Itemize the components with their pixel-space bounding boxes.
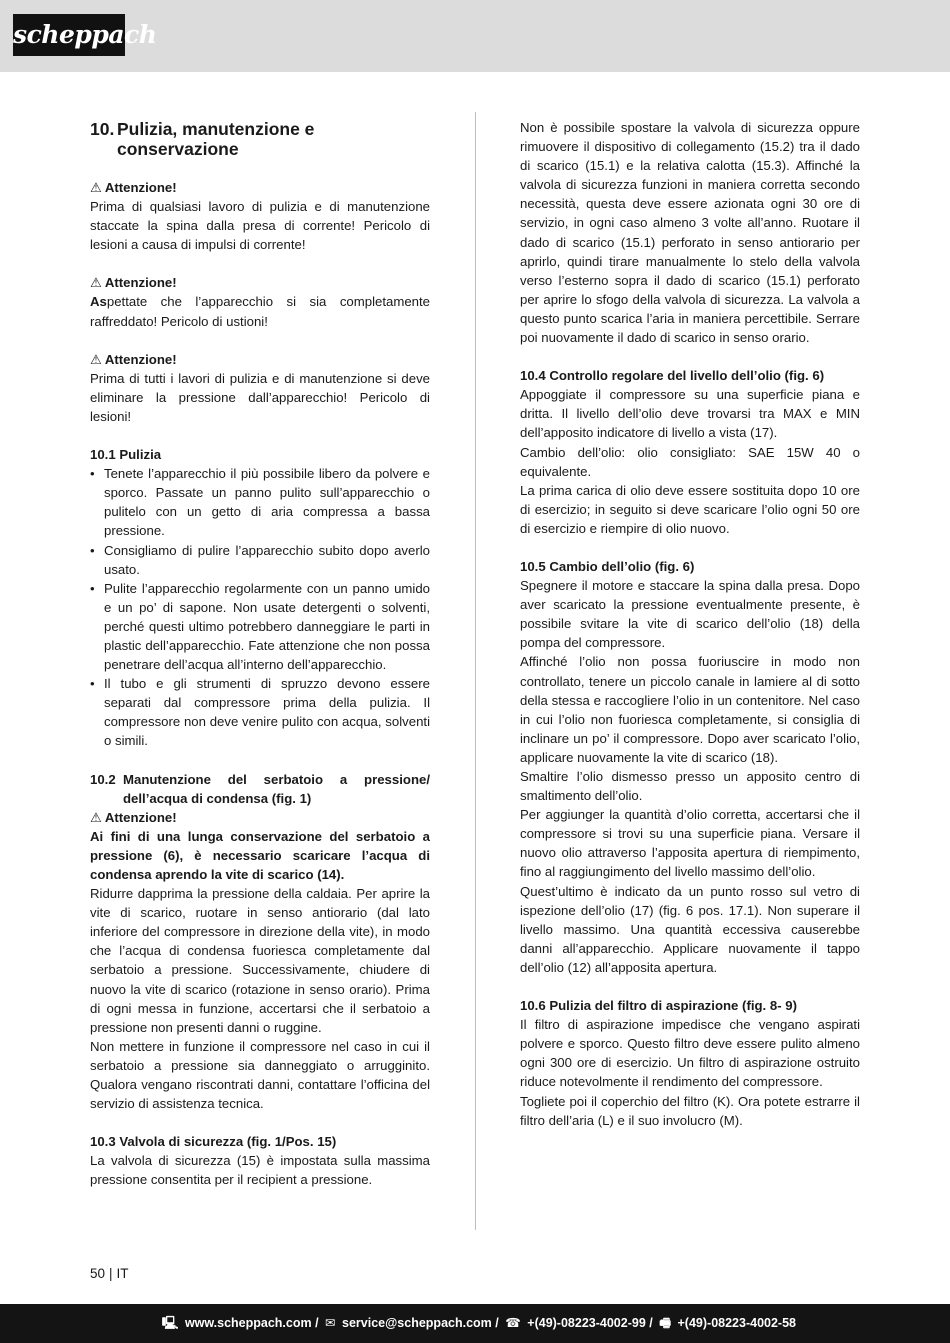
warning-text: Aspettate che l’apparecchio si sia completamente raffreddato! Pericolo di ustioni!	[90, 294, 430, 329]
phone-icon: ☎	[505, 1316, 521, 1330]
paragraph: Affinché l’olio non possa fuoriuscire in modo non controllato, tenere un piccolo canale in lamiere al di sotto della stessa e raccogliere l’olio in un contenitore. Nel caso in cui l’olio non fuoriesca completamente, si consiglia di inclinare un po’ il compressore. Dopo aver scaricato l’olio, applicare nuovamente la vite di scarico (18).	[520, 654, 860, 765]
list-item: • Consigliamo di pulire l’apparecchio subito dopo averlo usato.	[90, 541, 430, 579]
paragraph: Togliete poi il coperchio del filtro (K). Ora potete estrarre il filtro dell’aria (L) e il suo involucro (M).	[520, 1093, 860, 1128]
brand-logo: scheppach	[13, 14, 125, 56]
cleaning-list	[90, 464, 430, 750]
column-divider	[475, 112, 476, 1230]
paragraph: Per aggiunger la quantità d’olio corretta, accertarsi che il compressore si trovi su una superficie piana. Versare il nuovo olio attraverso l’apposita apertura di riempimento, fino al raggiungimento del livello massimo dell’olio.	[520, 807, 860, 880]
warning-heading: ⚠ Attenzione!	[90, 809, 177, 825]
list-item: • Tenete l’apparecchio il più possibile libero da polvere e sporco. Passate un panno pulito sull’apparecchio o pulitelo con un getto di aria compressa a bassa pressione.	[90, 464, 430, 540]
paragraph: La prima carica di olio deve essere sostituita dopo 10 ore di esercizio; in seguito si deve scaricare l’olio ogni 50 ore di esercizio e riempire di olio nuovo.	[520, 482, 860, 536]
list-item: • Pulite l’apparecchio regolarmente con un panno umido e un po’ di sapone. Non usate detergenti o solventi, perché questi ultimo potrebbero danneggiare le parti in plastic dell’apparecchio. Fate attenzione che non possa penetrare dell’acqua all’interno dell’apparecchio.	[90, 579, 430, 674]
subsection-title: 10.3 Valvola di sicurezza (fig. 1/Pos. 15)	[90, 1134, 337, 1150]
fax-number: +(49)-08223-4002-58	[677, 1316, 796, 1330]
warning-text: Prima di qualsiasi lavoro di pulizia e di manutenzione staccate la spina dalla presa di corrente! Pericolo di lesioni a causa di impulsi di corrente!	[90, 199, 430, 253]
subsection-title: 10.4 Controllo regolare del livello dell’olio (fig. 6)	[520, 368, 825, 384]
right-column	[520, 118, 860, 1130]
monitor-icon: 🖳	[161, 1316, 179, 1330]
page-footer	[0, 1304, 950, 1343]
paragraph: Il filtro di aspirazione impedisce che vengano aspirati polvere e sporco. Questo filtro deve essere pulito almeno ogni 300 ore di esercizio. Un filtro di aspirazione ostruito riduce notevolmente il rendimento del compressore.	[520, 1017, 860, 1090]
warning-heading: ⚠ Attenzione!	[90, 275, 177, 291]
phone-number: +(49)-08223-4002-99 /	[527, 1316, 653, 1330]
paragraph: Appoggiate il compressore su una superficie piana e dritta. Il livello dell’olio deve trovarsi tra MAX e MIN dell’apposito indicatore di livello a vista (17).	[520, 387, 860, 441]
paragraph: Cambio dell’olio: olio consigliato: SAE 15W 40 o equivalente.	[520, 444, 860, 479]
section-heading: 10. Pulizia, manutenzione e conservazione	[90, 119, 430, 159]
website-link[interactable]: www.scheppach.com /	[184, 1316, 319, 1330]
paragraph: Non è possibile spostare la valvola di sicurezza oppure rimuovere il dispositivo di collegamento (15.2) tra il dado di scarico (15.1) e la relativa calotta (15.3). Affinché la valvola di sicurezza funzioni in maniera corretta secondo necessità, questa deve essere azionata ogni 30 ore di servizio, in ogni caso almeno 3 volte all’anno. Ruotare il dado di scarico (15.1) perforato in senso antiorario per aprirlo, quindi tirare manualmente lo stelo della valvola verso l’esterno sopra il dado di scarico (15.1) perforato per aprire lo sfogo della valvola di sicurezza. La valvola a questo punto scarica l’aria in maniera percettibile. Serrare poi nuovamente il dado di scarico in senso orario.	[520, 120, 860, 346]
warning-heading: ⚠ Attenzione!	[90, 351, 177, 367]
fax-icon: 🖷	[659, 1316, 672, 1330]
paragraph: Quest’ultimo è indicato da un punto rosso sul vetro di ispezione dell’olio (17) (fig. 6 pos. 17.1). Non superare il livello massimo. Una quantità eccessiva causerebbe danni all’apparecchio. Applicare nuovamente il tappo dell’olio (12) all’apposita apertura.	[520, 883, 860, 975]
warning-icon: ⚠	[90, 180, 102, 195]
subsection-title: 10.2 Manutenzione del serbatoio a pressione/ dell’acqua di condensa (fig. 1)	[90, 771, 430, 806]
mail-icon: ✉	[325, 1316, 336, 1330]
warning-text: Prima di tutti i lavori di pulizia e di manutenzione si deve eliminare la pressione dall’apparecchio! Pericolo di lesioni!	[90, 370, 430, 424]
warning-icon: ⚠	[90, 351, 102, 367]
paragraph: Spegnere il motore e staccare la spina dalla presa. Dopo aver scaricato la pressione eventualmente presente, è possibile svitare la vite di scarico dell’olio (18) della pompa del compressore.	[520, 578, 860, 651]
warning-icon: ⚠	[90, 809, 102, 825]
warning-icon: ⚠	[90, 275, 102, 291]
warning-heading: ⚠ Attenzione!	[90, 180, 177, 195]
paragraph: Ridurre dapprima la pressione della caldaia. Per aprire la vite di scarico, ruotare in senso antiorario (dal lato inferiore del compressore in direzione della vite), in modo che l’acqua di condensa fuoriesca completamente dal serbatoio a pressione. Successivamente, chiudere di nuovo la vite di scarico (rotazione in senso orario). Prima di ogni messa in funzione, accertarsi che il serbatoio a pressione non presenti danni o ruggine.	[90, 886, 430, 1035]
warning-text: Ai fini di una lunga conservazione del serbatoio a pressione (6), è necessario scaricare l’acqua di condensa aprendo la vite di scarico (14).	[90, 828, 430, 882]
subsection-title: 10.1 Pulizia	[90, 447, 162, 463]
paragraph: La valvola di sicurezza (15) è impostata sulla massima pressione consentita per il recipient a pressione.	[90, 1153, 430, 1188]
subsection-title: 10.5 Cambio dell’olio (fig. 6)	[520, 558, 695, 574]
paragraph: Smaltire l’olio dismesso presso un apposito centro di smaltimento dell’olio.	[520, 769, 860, 804]
page-number: 50 | IT	[90, 1266, 129, 1281]
email-link[interactable]: service@scheppach.com /	[342, 1316, 499, 1330]
list-item: • Il tubo e gli strumenti di spruzzo devono essere separati dal compressore prima della pulizia. Il compressore non deve venire pulito con acqua, solventi o simili.	[90, 674, 430, 750]
paragraph: Non mettere in funzione il compressore nel caso in cui il serbatoio a pressione sia danneggiato o arrugginito. Qualora vengano riscontrati danni, contattare l’officina del servizio di assistenza tecnica.	[90, 1038, 430, 1112]
section-title: Pulizia, manutenzione e conservazione	[117, 119, 315, 159]
left-column	[90, 118, 430, 1190]
page-header	[0, 0, 950, 72]
subsection-title: 10.6 Pulizia del filtro di aspirazione (fig. 8- 9)	[520, 998, 797, 1014]
